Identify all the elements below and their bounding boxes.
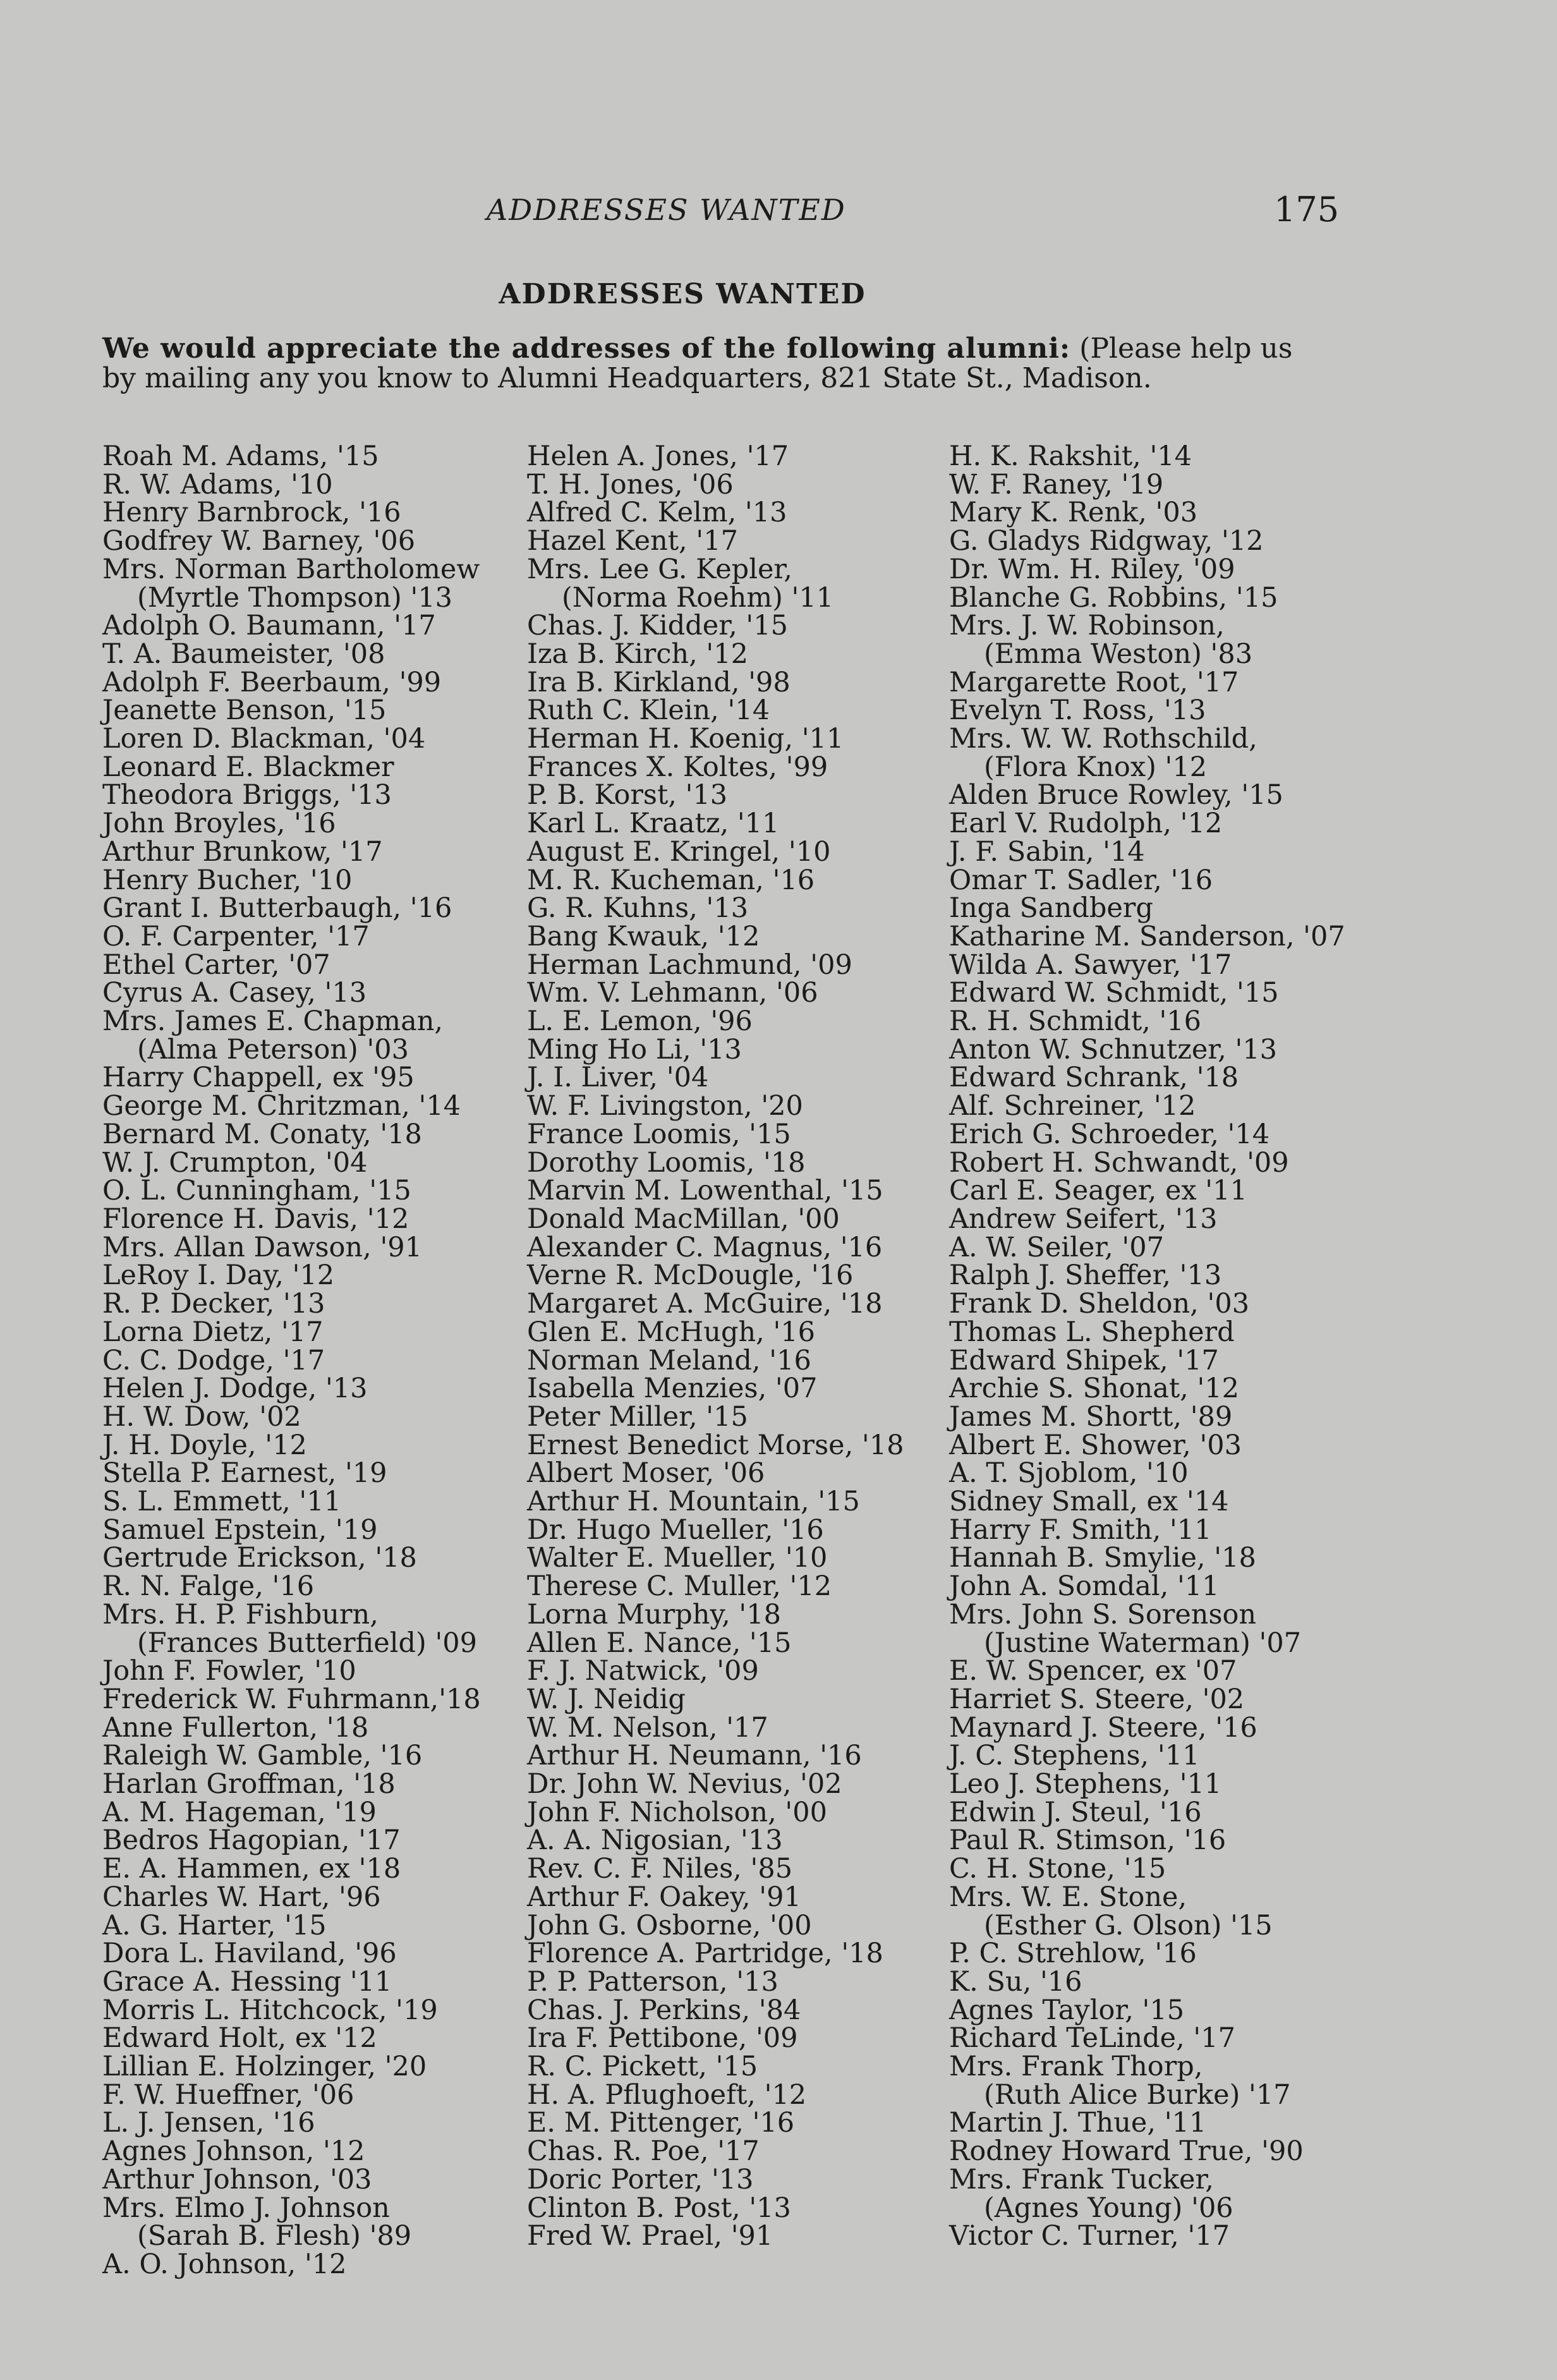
alumni-entry: Thomas L. Shepherd xyxy=(949,1316,1235,1348)
alumni-entry: (Norma Roehm) '11 xyxy=(562,581,834,614)
alumni-entry: Mrs. W. W. Rothschild, xyxy=(949,723,1257,755)
alumni-entry: James M. Shortt, '89 xyxy=(949,1400,1233,1433)
alumni-entry: Ethel Carter, '07 xyxy=(102,949,330,981)
alumni-entry: Dr. Wm. H. Riley, '09 xyxy=(949,553,1235,585)
alumni-entry: Maynard J. Steere, '16 xyxy=(949,1711,1257,1744)
alumni-entry: Morris L. Hitchcock, '19 xyxy=(102,1994,438,2026)
alumni-entry: Leo J. Stephens, '11 xyxy=(949,1768,1222,1800)
alumni-entry: C. H. Stone, '15 xyxy=(949,1853,1166,1885)
alumni-entry: Herman H. Koenig, '11 xyxy=(527,723,844,755)
alumni-entry: Herman Lachmund, '09 xyxy=(527,949,852,981)
alumni-entry: R. C. Pickett, '15 xyxy=(527,2051,758,2083)
alumni-entry: Mrs. H. P. Fishburn, xyxy=(102,1598,379,1630)
alumni-entry: Evelyn T. Ross, '13 xyxy=(949,695,1206,727)
alumni-entry: (Agnes Young) '06 xyxy=(984,2192,1233,2224)
alumni-entry: Isabella Menzies, '07 xyxy=(527,1373,818,1405)
alumni-entry: Walter E. Mueller, '10 xyxy=(527,1542,828,1574)
alumni-entry: Donald MacMillan, '00 xyxy=(527,1203,840,1235)
alumni-entry: E. W. Spencer, ex '07 xyxy=(949,1655,1237,1687)
alumni-entry: W. J. Crumpton, '04 xyxy=(102,1146,368,1179)
page-title: ADDRESSES WANTED xyxy=(499,278,866,310)
alumni-entry: France Loomis, '15 xyxy=(527,1118,791,1150)
alumni-entry: J. F. Sabin, '14 xyxy=(949,835,1145,868)
alumni-entry: (Sarah B. Flesh) '89 xyxy=(137,2220,412,2252)
alumni-entry: F. W. Hueffner, '06 xyxy=(102,2079,354,2111)
alumni-entry: Edward Schrank, '18 xyxy=(949,1062,1239,1094)
alumni-entry: Raleigh W. Gamble, '16 xyxy=(102,1740,423,1772)
alumni-entry: Wm. V. Lehmann, '06 xyxy=(527,977,818,1009)
alumni-entry: (Frances Butterfield) '09 xyxy=(137,1627,478,1659)
alumni-entry: Mrs. W. E. Stone, xyxy=(949,1881,1187,1913)
alumni-entry: Ernest Benedict Morse, '18 xyxy=(527,1429,904,1461)
alumni-entry: P. P. Patterson, '13 xyxy=(527,1965,778,1998)
alumni-entry: G. Gladys Ridgway, '12 xyxy=(949,525,1264,557)
alumni-entry: Dr. Hugo Mueller, '16 xyxy=(527,1514,824,1546)
alumni-entry: P. B. Korst, '13 xyxy=(527,779,728,811)
alumni-entry: O. F. Carpenter, '17 xyxy=(102,920,370,952)
alumni-entry: Grant I. Butterbaugh, '16 xyxy=(102,892,452,925)
alumni-entry: R. P. Decker, '13 xyxy=(102,1288,325,1320)
alumni-entry: Margarette Root, '17 xyxy=(949,666,1239,698)
alumni-entry: Lorna Murphy, '18 xyxy=(527,1598,781,1630)
alumni-entry: (Ruth Alice Burke) '17 xyxy=(984,2079,1291,2111)
alumni-entry: Mrs. Elmo J. Johnson xyxy=(102,2192,390,2224)
alumni-entry: W. F. Livingston, '20 xyxy=(527,1090,803,1122)
alumni-entry: Peter Miller, '15 xyxy=(527,1400,748,1433)
alumni-entry: Clinton B. Post, '13 xyxy=(527,2192,791,2224)
alumni-entry: LeRoy I. Day, '12 xyxy=(102,1260,335,1292)
alumni-entry: Mrs. Frank Tucker, xyxy=(949,2163,1214,2195)
alumni-entry: Mrs. Frank Thorp, xyxy=(949,2051,1203,2083)
alumni-entry: (Alma Peterson) '03 xyxy=(137,1033,409,1066)
alumni-entry: Mrs. James E. Chapman, xyxy=(102,1005,444,1038)
running-head: ADDRESSES WANTED xyxy=(487,193,846,227)
alumni-entry: W. J. Neidig xyxy=(527,1683,686,1715)
alumni-entry: Bedros Hagopian, '17 xyxy=(102,1824,401,1857)
alumni-entry: Fred W. Prael, '91 xyxy=(527,2220,773,2252)
alumni-entry: Roah M. Adams, '15 xyxy=(102,440,379,472)
alumni-entry: J. C. Stephens, '11 xyxy=(949,1740,1200,1772)
alumni-entry: J. H. Doyle, '12 xyxy=(102,1429,307,1461)
alumni-entry: Dora L. Haviland, '96 xyxy=(102,1938,397,1970)
alumni-entry: Adolph F. Beerbaum, '99 xyxy=(102,666,442,698)
alumni-entry: Jeanette Benson, '15 xyxy=(102,695,387,727)
alumni-entry: George M. Chritzman, '14 xyxy=(102,1090,461,1122)
alumni-entry: A. A. Nigosian, '13 xyxy=(527,1824,783,1857)
alumni-column-3 xyxy=(949,442,1404,2250)
alumni-entry: John F. Nicholson, '00 xyxy=(527,1796,827,1828)
alumni-entry: Katharine M. Sanderson, '07 xyxy=(949,920,1345,952)
alumni-column-2 xyxy=(527,442,982,2250)
alumni-entry: A. T. Sjoblom, '10 xyxy=(949,1457,1189,1490)
alumni-entry: Florence H. Davis, '12 xyxy=(102,1203,409,1235)
alumni-entry: Hazel Kent, '17 xyxy=(527,525,738,557)
alumni-entry: Dr. John W. Nevius, '02 xyxy=(527,1768,842,1800)
alumni-entry: H. A. Pflughoeft, '12 xyxy=(527,2079,807,2111)
alumni-entry: Mrs. Lee G. Kepler, xyxy=(527,553,792,585)
alumni-entry: Paul R. Stimson, '16 xyxy=(949,1824,1227,1857)
alumni-entry: Inga Sandberg xyxy=(949,892,1153,925)
alumni-entry: Alf. Schreiner, '12 xyxy=(949,1090,1196,1122)
alumni-entry: A. M. Hageman, '19 xyxy=(102,1796,377,1828)
alumni-entry: Rev. C. F. Niles, '85 xyxy=(527,1853,793,1885)
alumni-entry: Glen E. McHugh, '16 xyxy=(527,1316,816,1348)
alumni-entry: W. M. Nelson, '17 xyxy=(527,1711,768,1744)
alumni-entry: R. N. Falge, '16 xyxy=(102,1570,315,1603)
alumni-entry: Harry F. Smith, '11 xyxy=(949,1514,1212,1546)
alumni-entry: Norman Meland, '16 xyxy=(527,1344,811,1376)
alumni-entry: Robert H. Schwandt, '09 xyxy=(949,1146,1289,1179)
intro-paragraph xyxy=(102,334,1335,393)
intro-lead: We would appreciate the addresses of the following alumni: xyxy=(102,332,1071,365)
alumni-entry: Edward Shipek, '17 xyxy=(949,1344,1219,1376)
alumni-entry: Arthur H. Neumann, '16 xyxy=(527,1740,862,1772)
alumni-entry: O. L. Cunningham, '15 xyxy=(102,1175,411,1207)
alumni-entry: Bernard M. Conaty, '18 xyxy=(102,1118,422,1150)
alumni-entry: C. C. Dodge, '17 xyxy=(102,1344,325,1376)
alumni-entry: Carl E. Seager, ex '11 xyxy=(949,1175,1247,1207)
alumni-entry: Martin J. Thue, '11 xyxy=(949,2107,1207,2139)
alumni-entry: Cyrus A. Casey, '13 xyxy=(102,977,367,1009)
alumni-entry: T. H. Jones, '06 xyxy=(527,468,734,501)
alumni-entry: Loren D. Blackman, '04 xyxy=(102,723,426,755)
alumni-entry: Harlan Groffman, '18 xyxy=(102,1768,396,1800)
alumni-entry: Arthur H. Mountain, '15 xyxy=(527,1486,860,1518)
alumni-column-1 xyxy=(102,442,557,2279)
alumni-entry: Chas. R. Poe, '17 xyxy=(527,2135,760,2168)
alumni-entry: Grace A. Hessing '11 xyxy=(102,1965,392,1998)
alumni-entry: (Emma Weston) '83 xyxy=(984,638,1253,670)
alumni-entry: A. W. Seiler, '07 xyxy=(949,1231,1164,1263)
alumni-entry: Leonard E. Blackmer xyxy=(102,751,394,783)
alumni-entry: Ralph J. Sheffer, '13 xyxy=(949,1260,1222,1292)
alumni-entry: P. C. Strehlow, '16 xyxy=(949,1938,1197,1970)
alumni-entry: Erich G. Schroeder, '14 xyxy=(949,1118,1270,1150)
alumni-entry: (Flora Knox) '12 xyxy=(984,751,1208,783)
alumni-entry: Henry Barnbrock, '16 xyxy=(102,497,401,529)
alumni-entry: August E. Kringel, '10 xyxy=(527,835,831,868)
alumni-entry: Andrew Seifert, '13 xyxy=(949,1203,1218,1235)
alumni-entry: Marvin M. Lowenthal, '15 xyxy=(527,1175,883,1207)
alumni-entry: S. L. Emmett, '11 xyxy=(102,1486,341,1518)
alumni-entry: Godfrey W. Barney, '06 xyxy=(102,525,416,557)
alumni-entry: Theodora Briggs, '13 xyxy=(102,779,392,811)
alumni-entry: Richard TeLinde, '17 xyxy=(949,2022,1235,2055)
alumni-entry: Iza B. Kirch, '12 xyxy=(527,638,748,670)
page-number: 175 xyxy=(1274,190,1340,229)
alumni-entry: Ira F. Pettibone, '09 xyxy=(527,2022,798,2055)
alumni-entry: Frank D. Sheldon, '03 xyxy=(949,1288,1250,1320)
alumni-entry: Albert E. Shower, '03 xyxy=(949,1429,1242,1461)
alumni-entry: Helen J. Dodge, '13 xyxy=(102,1373,368,1405)
alumni-entry: (Esther G. Olson) '15 xyxy=(984,1909,1273,1941)
alumni-entry: Helen A. Jones, '17 xyxy=(527,440,789,472)
alumni-entry: T. A. Baumeister, '08 xyxy=(102,638,385,670)
alumni-entry: John A. Somdal, '11 xyxy=(949,1570,1220,1603)
alumni-entry: G. R. Kuhns, '13 xyxy=(527,892,749,925)
alumni-entry: Stella P. Earnest, '19 xyxy=(102,1457,387,1490)
alumni-entry: Doric Porter, '13 xyxy=(527,2163,754,2195)
alumni-entry: Arthur F. Oakey, '91 xyxy=(527,1881,801,1913)
alumni-entry: Anne Fullerton, '18 xyxy=(102,1711,369,1744)
alumni-entry: L. E. Lemon, '96 xyxy=(527,1005,753,1038)
alumni-entry: Alfred C. Kelm, '13 xyxy=(527,497,787,529)
alumni-entry: Arthur Brunkow, '17 xyxy=(102,835,383,868)
alumni-entry: H. W. Dow, '02 xyxy=(102,1400,301,1433)
alumni-entry: E. A. Hammen, ex '18 xyxy=(102,1853,401,1885)
alumni-entry: Henry Bucher, '10 xyxy=(102,864,353,896)
alumni-entry: Mrs. John S. Sorenson xyxy=(949,1598,1257,1630)
alumni-entry: Ruth C. Klein, '14 xyxy=(527,695,770,727)
alumni-entry: Edwin J. Steul, '16 xyxy=(949,1796,1202,1828)
alumni-entry: Verne R. McDougle, '16 xyxy=(527,1260,854,1292)
alumni-entry: Alden Bruce Rowley, '15 xyxy=(949,779,1283,811)
alumni-entry: Ming Ho Li, '13 xyxy=(527,1033,742,1066)
alumni-entry: Sidney Small, ex '14 xyxy=(949,1486,1229,1518)
alumni-entry: Lillian E. Holzinger, '20 xyxy=(102,2051,427,2083)
alumni-entry: R. H. Schmidt, '16 xyxy=(949,1005,1201,1038)
alumni-entry: Therese C. Muller, '12 xyxy=(527,1570,832,1603)
alumni-entry: Blanche G. Robbins, '15 xyxy=(949,581,1278,614)
alumni-entry: H. K. Rakshit, '14 xyxy=(949,440,1192,472)
alumni-entry: Frances X. Koltes, '99 xyxy=(527,751,828,783)
alumni-entry: Edward Holt, ex '12 xyxy=(102,2022,377,2055)
alumni-entry: A. G. Harter, '15 xyxy=(102,1909,327,1941)
intro-rest: (Please help us by mailing any you know to Alumni Headquarters, 821 State St., Madison. xyxy=(102,332,1293,394)
alumni-entry: John F. Fowler, '10 xyxy=(102,1655,356,1687)
alumni-entry: Archie S. Shonat, '12 xyxy=(949,1373,1240,1405)
alumni-entry: F. J. Natwick, '09 xyxy=(527,1655,759,1687)
alumni-entry: Florence A. Partridge, '18 xyxy=(527,1938,883,1970)
alumni-entry: Agnes Taylor, '15 xyxy=(949,1994,1185,2026)
alumni-entry: Rodney Howard True, '90 xyxy=(949,2135,1304,2168)
alumni-entry: Omar T. Sadler, '16 xyxy=(949,864,1213,896)
alumni-entry: Gertrude Erickson, '18 xyxy=(102,1542,417,1574)
alumni-entry: Charles W. Hart, '96 xyxy=(102,1881,381,1913)
alumni-entry: Dorothy Loomis, '18 xyxy=(527,1146,806,1179)
alumni-entry: John G. Osborne, '00 xyxy=(527,1909,812,1941)
alumni-entry: Edward W. Schmidt, '15 xyxy=(949,977,1279,1009)
alumni-entry: A. O. Johnson, '12 xyxy=(102,2249,347,2280)
alumni-entry: Harry Chappell, ex '95 xyxy=(102,1062,415,1094)
alumni-entry: (Myrtle Thompson) '13 xyxy=(137,581,452,614)
alumni-entry: Karl L. Kraatz, '11 xyxy=(527,808,780,840)
alumni-entry: Chas. J. Kidder, '15 xyxy=(527,610,788,642)
alumni-entry: Wilda A. Sawyer, '17 xyxy=(949,949,1232,981)
alumni-entry: R. W. Adams, '10 xyxy=(102,468,333,501)
alumni-entry: L. J. Jensen, '16 xyxy=(102,2107,315,2139)
alumni-entry: Chas. J. Perkins, '84 xyxy=(527,1994,801,2026)
alumni-entry: J. I. Liver, '04 xyxy=(527,1062,709,1094)
alumni-entry: Mrs. Allan Dawson, '91 xyxy=(102,1231,422,1263)
alumni-entry: E. M. Pittenger, '16 xyxy=(527,2107,795,2139)
alumni-entry: K. Su, '16 xyxy=(949,1965,1082,1998)
alumni-entry: W. F. Raney, '19 xyxy=(949,468,1164,501)
alumni-entry: Agnes Johnson, '12 xyxy=(102,2135,365,2168)
alumni-entry: John Broyles, '16 xyxy=(102,808,336,840)
alumni-entry: Albert Moser, '06 xyxy=(527,1457,765,1490)
alumni-entry: Arthur Johnson, '03 xyxy=(102,2163,372,2195)
alumni-entry: Samuel Epstein, '19 xyxy=(102,1514,378,1546)
alumni-entry: Hannah B. Smylie, '18 xyxy=(949,1542,1256,1574)
alumni-entry: Margaret A. McGuire, '18 xyxy=(527,1288,883,1320)
alumni-entry: Ira B. Kirkland, '98 xyxy=(527,666,791,698)
alumni-entry: Adolph O. Baumann, '17 xyxy=(102,610,436,642)
alumni-entry: M. R. Kucheman, '16 xyxy=(527,864,815,896)
alumni-entry: Alexander C. Magnus, '16 xyxy=(527,1231,883,1263)
alumni-entry: (Justine Waterman) '07 xyxy=(984,1627,1302,1659)
alumni-entry: Allen E. Nance, '15 xyxy=(527,1627,792,1659)
alumni-entry: Mrs. Norman Bartholomew xyxy=(102,553,480,585)
alumni-entry: Mary K. Renk, '03 xyxy=(949,497,1198,529)
alumni-entry: Lorna Dietz, '17 xyxy=(102,1316,324,1348)
alumni-entry: Harriet S. Steere, '02 xyxy=(949,1683,1245,1715)
alumni-entry: Mrs. J. W. Robinson, xyxy=(949,610,1225,642)
alumni-entry: Earl V. Rudolph, '12 xyxy=(949,808,1223,840)
alumni-entry: Frederick W. Fuhrmann,'18 xyxy=(102,1683,481,1715)
alumni-entry: Victor C. Turner, '17 xyxy=(949,2220,1230,2252)
alumni-entry: Anton W. Schnutzer, '13 xyxy=(949,1033,1278,1066)
alumni-entry: Bang Kwauk, '12 xyxy=(527,920,760,952)
